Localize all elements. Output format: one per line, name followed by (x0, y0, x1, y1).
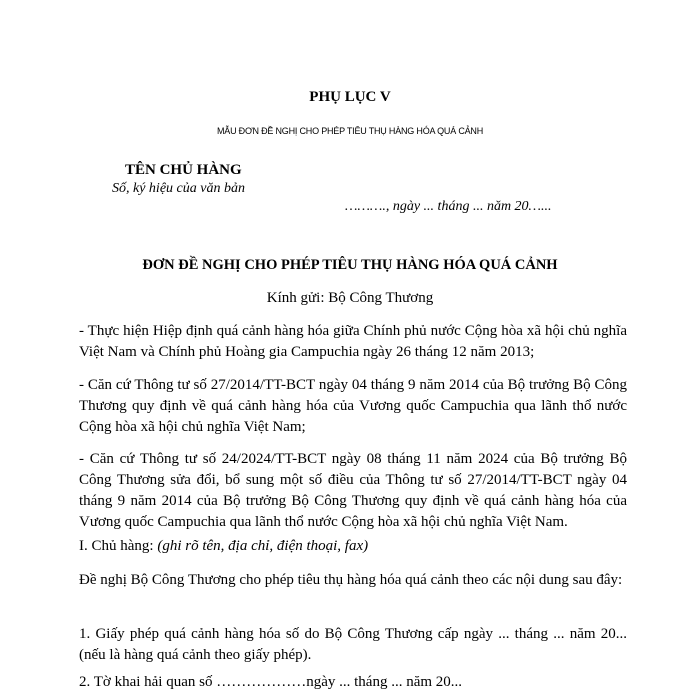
owner-section-label: I. Chủ hàng: (79, 538, 158, 554)
form-title: ĐƠN ĐỀ NGHỊ CHO PHÉP TIÊU THỤ HÀNG HÓA QUÁ CẢNH (142, 257, 558, 273)
place-date-line: ………., ngày ... tháng ... năm 20…... (345, 199, 552, 214)
legal-basis-paragraph: - Căn cứ Thông tư số 27/2014/TT-BCT ngày 04 tháng 9 năm 2014 của Bộ trưởng Bộ Công Thương quy định về quá cảnh hàng hóa của Vương quốc Campuchia qua lãnh thổ nước Cộng hòa xã hội chủ nghĩa Việt Nam; (79, 377, 627, 435)
owner-section-hint: (ghi rõ tên, địa chỉ, điện thoại, fax) (157, 538, 369, 554)
legal-basis-paragraph: - Căn cứ Thông tư số 24/2024/TT-BCT ngày 08 tháng 11 năm 2024 của Bộ trưởng Bộ Công Thương sửa đổi, bổ sung một số điều của Thông tư số 27/2014/TT-BCT ngày 04 tháng 9 năm 2014 của Bộ trưởng Bộ Công Thương quy định về quá cảnh hàng hóa của Vương quốc Campuchia qua lãnh thổ nước Cộng hòa xã hội chủ nghĩa Việt Nam. (79, 451, 627, 530)
appendix-title: PHỤ LỤC V (309, 89, 391, 105)
request-paragraph: Đề nghị Bộ Công Thương cho phép tiêu thụ hàng hóa quá cảnh theo các nội dung sau đây: (79, 572, 623, 588)
addressee: Kính gửi: Bộ Công Thương (266, 290, 434, 306)
document-symbol: Số, ký hiệu của văn bản (112, 181, 245, 196)
list-item: 1. Giấy phép quá cảnh hàng hóa số do Bộ Công Thương cấp ngày ... tháng ... năm 20... (nếu là hàng quá cảnh theo giấy phép). (79, 626, 627, 663)
legal-basis-paragraph: - Thực hiện Hiệp định quá cảnh hàng hóa giữa Chính phủ nước Cộng hòa xã hội chủ nghĩa Việt Nam và Chính phủ Hoàng gia Campuchia ngày 26 tháng 12 năm 2013; (79, 323, 627, 360)
appendix-subtitle: MẪU ĐƠN ĐỀ NGHỊ CHO PHÉP TIÊU THỤ HÀNG HÓA QUÁ CẢNH (216, 126, 484, 136)
owner-section (79, 536, 627, 557)
list-item: 2. Tờ khai hải quan số ………………ngày ... tháng ... năm 20... (79, 674, 463, 690)
owner-name-heading: TÊN CHỦ HÀNG (125, 162, 242, 178)
